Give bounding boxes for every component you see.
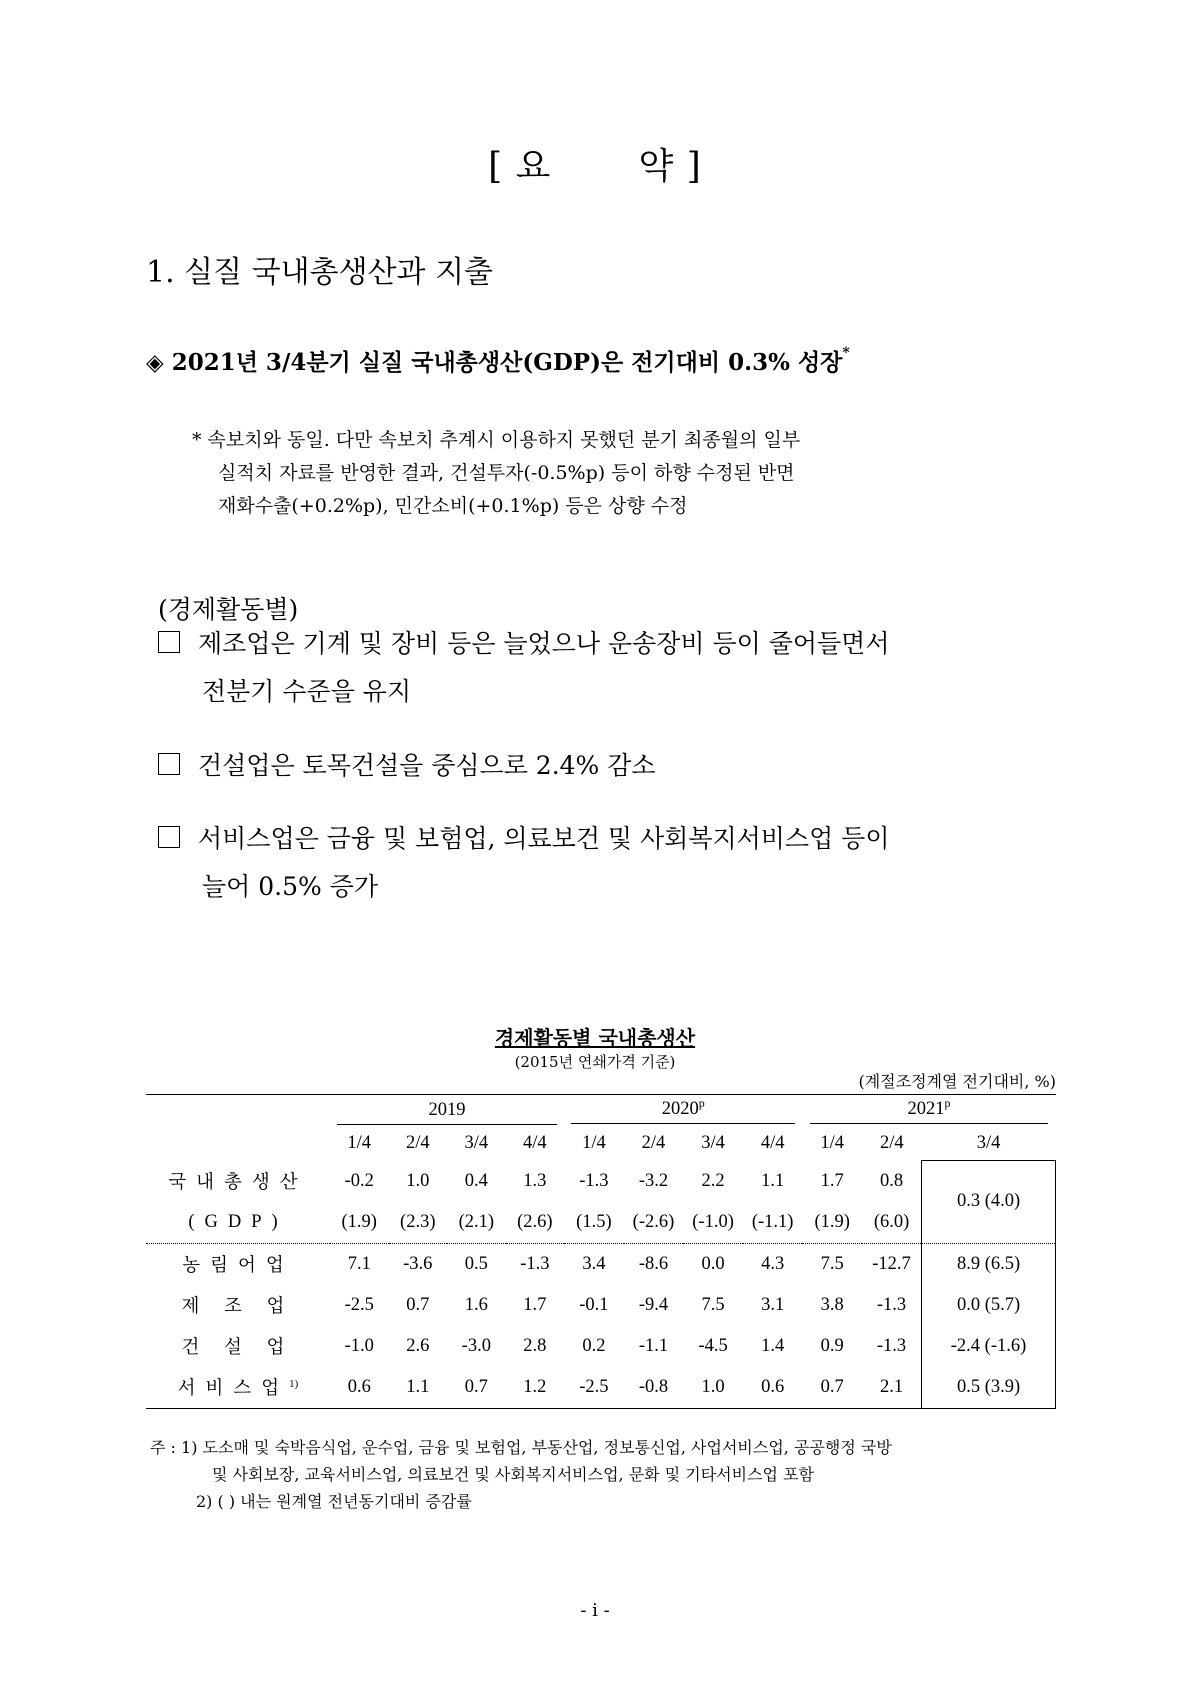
table-cell: 0.0 — [701, 1253, 725, 1274]
row-label: 농림어업 — [182, 1256, 294, 1276]
table-cell: 3.1 — [761, 1294, 785, 1315]
latest-cell: 0.3 (4.0) — [922, 1161, 1056, 1244]
table-cell: -12.7 — [872, 1253, 911, 1274]
table-cell: 1.6 — [464, 1294, 488, 1315]
bullet-manufacturing — [158, 620, 1053, 716]
gdp-table — [146, 1094, 1056, 1409]
quarter-header: 2/4 — [879, 1132, 904, 1153]
table-cell: -1.3 — [579, 1170, 609, 1191]
table-cell: -3.2 — [638, 1170, 669, 1191]
table-cell: 0.7 — [447, 1367, 506, 1409]
year-header: 2019 — [330, 1094, 564, 1126]
row-label: 서비스업$^{1)}$ — [146, 1367, 330, 1409]
table-cell: 7.5 — [701, 1294, 725, 1315]
table-cell: 1.0 — [683, 1367, 743, 1409]
table-unit: (계절조정계열 전기대비, %) — [858, 1072, 1056, 1091]
table-cell: -0.1 — [579, 1294, 609, 1315]
table-cell: 1.0 — [406, 1170, 430, 1191]
table-cell: 2.2 — [701, 1170, 725, 1191]
table-cell: 1.1 — [761, 1170, 785, 1191]
table-row — [146, 1243, 1056, 1285]
quarter-header: 1/4 — [347, 1132, 372, 1153]
bullet-services — [158, 815, 1053, 911]
square-bullet-icon — [158, 753, 180, 775]
square-bullet-icon — [158, 631, 180, 653]
footnote-line: 2) ( ) 내는 원계열 전년동기대비 증감률 — [196, 1492, 472, 1511]
table-cell: (1.9) — [802, 1202, 862, 1244]
table-cell: 2.1 — [862, 1367, 922, 1409]
note-line: 재화수출(+0.2%p), 민간소비(+0.1%p) 등은 상향 수정 — [218, 495, 688, 517]
quarter-header: 4/4 — [523, 1132, 547, 1153]
row-label: (GDP) — [146, 1202, 330, 1244]
section-heading: 1. 실질 국내총생산과 지출 — [146, 255, 494, 290]
table-cell: -1.1 — [638, 1335, 669, 1356]
table-cell: -3.0 — [461, 1335, 491, 1356]
square-bullet-icon — [158, 826, 180, 848]
table-cell: -4.5 — [698, 1335, 728, 1356]
quarter-header: 3/4 — [976, 1132, 1001, 1153]
table-cell: (2.6) — [506, 1202, 565, 1244]
table-cell: 0.6 — [330, 1367, 389, 1409]
table-cell: 7.1 — [347, 1253, 371, 1274]
table-cell: 3.8 — [820, 1294, 844, 1315]
table-cell: -0.8 — [624, 1367, 684, 1409]
table-cell: (6.0) — [862, 1202, 922, 1244]
table-cell: 1.2 — [506, 1367, 565, 1409]
latest-cell: 0.0 (5.7) — [922, 1285, 1056, 1326]
note-line: 실적치 자료를 반영한 결과, 건설투자(-0.5%p) 등이 하향 수정된 반면 — [218, 462, 795, 484]
table-cell: 2.6 — [406, 1335, 430, 1356]
bullet-text-cont: 전분기 수준을 유지 — [202, 677, 412, 706]
quarter-header: 3/4 — [701, 1132, 725, 1153]
footnote-line: 주 : 1) 도소매 및 숙박음식업, 운수업, 금융 및 보험업, 부동산업, 정보통신업, 사업서비스업, 공공행정 국방 — [150, 1438, 892, 1457]
quarter-header: 4/4 — [760, 1132, 785, 1153]
table-cell: -1.0 — [344, 1335, 374, 1356]
table-cell: 1.7 — [523, 1294, 547, 1315]
table-cell: (1.9) — [330, 1202, 389, 1244]
page-number: - i - — [580, 1600, 610, 1621]
quarter-header: 3/4 — [464, 1132, 489, 1153]
table-cell: 2.8 — [523, 1335, 547, 1356]
table-row — [146, 1202, 1056, 1244]
table-cell: -0.2 — [344, 1170, 374, 1191]
table-cell: -2.5 — [564, 1367, 624, 1409]
year-header: 2021$^p$ — [802, 1094, 1055, 1126]
table-cell: 1.1 — [389, 1367, 448, 1409]
table-cell: 0.6 — [743, 1367, 803, 1409]
table-cell: 0.7 — [802, 1367, 862, 1409]
table-cell: 0.8 — [879, 1170, 904, 1191]
table-cell: 4.3 — [761, 1253, 785, 1274]
row-label: 국내총생산 — [168, 1173, 308, 1193]
table-cell: 0.7 — [406, 1294, 430, 1315]
table-cell: 7.5 — [820, 1253, 844, 1274]
table-footnotes — [150, 1434, 892, 1515]
table-cell: -9.4 — [638, 1294, 669, 1315]
bullet-construction — [158, 742, 1053, 790]
quarter-header: 1/4 — [582, 1132, 606, 1153]
key-finding-text: ◈ 2021년 3/4분기 실질 국내총생산(GDP)은 전기대비 0.3% 성장 — [146, 349, 843, 376]
latest-cell: 0.5 (3.9) — [922, 1367, 1056, 1409]
table-cell: (-1.1) — [743, 1202, 803, 1244]
table-row — [146, 1326, 1056, 1367]
bullet-text: 건설업은 토목건설을 중심으로 2.4% 감소 — [198, 751, 656, 780]
table-cell: 1.3 — [523, 1170, 547, 1191]
table-cell: 1.7 — [820, 1170, 844, 1191]
table-cell: 1.4 — [761, 1335, 785, 1356]
table-cell: -3.6 — [403, 1253, 433, 1274]
table-cell: (1.5) — [564, 1202, 624, 1244]
table-cell: 0.4 — [464, 1170, 488, 1191]
table-cell: -1.3 — [520, 1253, 550, 1274]
table-subtitle: (2015년 연쇄가격 기준) — [514, 1053, 676, 1071]
row-label: 제 조 업 — [181, 1297, 295, 1317]
quarter-header: 1/4 — [820, 1132, 845, 1153]
footnote-line: 및 사회보장, 교육서비스업, 의료보건 및 사회복지서비스업, 문화 및 기타서비스업 포함 — [212, 1465, 814, 1484]
row-label: 건 설 업 — [181, 1338, 295, 1358]
table-cell: 0.5 — [464, 1253, 488, 1274]
footnote-mark: * — [842, 345, 850, 362]
note-line: * 속보치와 동일. 다만 속보치 추계시 이용하지 못했던 분기 최종월의 일부 — [192, 429, 801, 451]
latest-cell: 8.9 (6.5) — [922, 1243, 1056, 1285]
bullet-text-cont: 늘어 0.5% 증가 — [202, 872, 379, 901]
table-cell: 0.9 — [820, 1335, 844, 1356]
key-finding — [146, 344, 850, 377]
quarter-header: 2/4 — [641, 1132, 666, 1153]
table-cell: (2.3) — [389, 1202, 448, 1244]
table-cell: 3.4 — [582, 1253, 606, 1274]
table-title: 경제활동별 국내총생산 — [494, 1026, 696, 1050]
bullet-text: 서비스업은 금융 및 보험업, 의료보건 및 사회복지서비스업 등이 — [198, 824, 890, 853]
latest-cell: -2.4 (-1.6) — [922, 1326, 1056, 1367]
page-title: [ 요 약 ] — [488, 146, 702, 187]
table-row — [146, 1161, 1056, 1202]
table-cell: (2.1) — [447, 1202, 506, 1244]
table-row — [146, 1285, 1056, 1326]
table-cell: -1.3 — [876, 1335, 907, 1356]
quarter-header: 2/4 — [405, 1132, 430, 1153]
table-cell: -2.5 — [344, 1294, 374, 1315]
table-cell: -1.3 — [876, 1294, 907, 1315]
table-cell: 0.2 — [582, 1335, 606, 1356]
table-cell: -8.6 — [638, 1253, 669, 1274]
bullet-text: 제조업은 기계 및 장비 등은 늘었으나 운송장비 등이 줄어들면서 — [198, 629, 890, 658]
table-cell: (-1.0) — [683, 1202, 743, 1244]
table-row — [146, 1367, 1056, 1409]
subsection-title: (경제활동별) — [158, 595, 299, 624]
revision-note — [192, 424, 1042, 523]
year-header: 2020$^p$ — [564, 1094, 802, 1126]
table-cell: (-2.6) — [624, 1202, 684, 1244]
